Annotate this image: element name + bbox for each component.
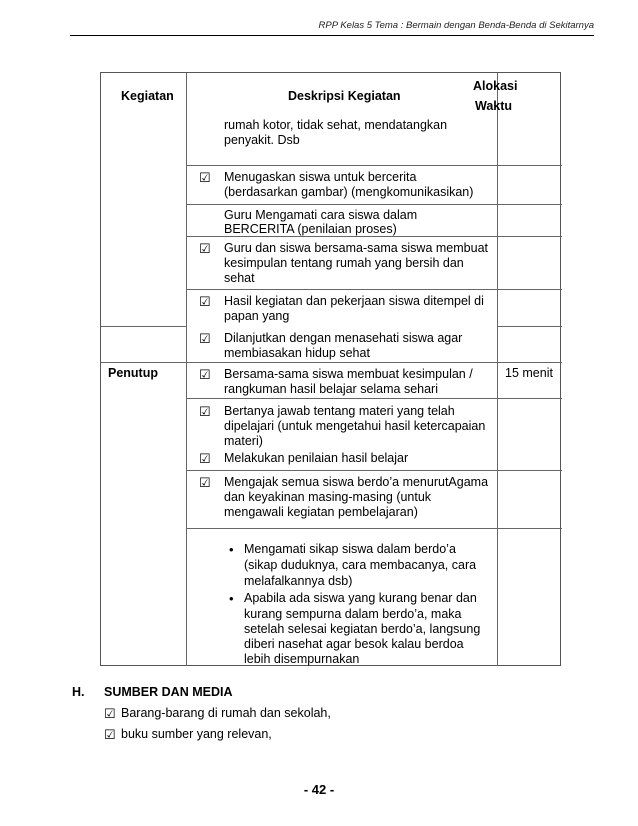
- row-text: (berdasarkan gambar) (mengkomunikasikan): [224, 185, 474, 199]
- row-divider: [101, 362, 562, 363]
- row-text: Menugaskan siswa untuk bercerita: [224, 170, 417, 184]
- row-text: kurang sempurna dalam berdo’a, maka: [244, 607, 462, 621]
- checkbox-icon: ☑: [199, 331, 211, 346]
- checkbox-icon: ☑: [104, 727, 116, 742]
- header-alokasi: Alokasi: [473, 79, 518, 93]
- row-divider: [186, 398, 562, 399]
- list-item: buku sumber yang relevan,: [121, 727, 272, 741]
- section-title: SUMBER DAN MEDIA: [104, 685, 233, 699]
- row-text: kesimpulan tentang rumah yang bersih dan: [224, 256, 464, 270]
- row-text: materi): [224, 434, 263, 448]
- header-waktu: Waktu: [475, 99, 513, 113]
- row-divider: [101, 326, 186, 327]
- row-text: rumah kotor, tidak sehat, mendatangkan: [224, 118, 448, 132]
- bullet-icon: •: [229, 591, 234, 606]
- row-text: sehat: [224, 271, 255, 285]
- checkbox-icon: ☑: [199, 367, 211, 382]
- row-text: Bersama-sama siswa membuat kesimpulan /: [224, 367, 473, 381]
- row-text: (sikap duduknya, cara membacanya, cara: [244, 558, 477, 572]
- col-divider-2: [497, 73, 498, 666]
- row-divider: [186, 289, 562, 290]
- row-divider: [186, 528, 562, 529]
- bullet-icon: •: [229, 542, 234, 557]
- list-item: Barang-barang di rumah dan sekolah,: [121, 706, 331, 720]
- checkbox-icon: ☑: [199, 294, 211, 309]
- row-text: lebih disempurnakan: [244, 652, 360, 666]
- row-text: Mengamati sikap siswa dalam berdo’a: [244, 542, 456, 556]
- row-text: mengawali kegiatan pembelajaran): [224, 505, 418, 519]
- row-divider: [186, 470, 562, 471]
- row-divider: [186, 165, 562, 166]
- row-divider: [497, 326, 562, 327]
- row-text: rangkuman hasil belajar selama sehari: [224, 382, 439, 396]
- header-rule: [70, 35, 594, 36]
- header-deskripsi: Deskripsi Kegiatan: [288, 89, 401, 103]
- checkbox-icon: ☑: [199, 475, 211, 490]
- activity-table: [100, 72, 561, 666]
- row-text: penyakit. Dsb: [224, 133, 300, 147]
- checkbox-icon: ☑: [199, 404, 211, 419]
- page-number: - 42 -: [303, 782, 335, 797]
- row-text: diberi nasehat agar besok kalau berdoa: [244, 637, 464, 651]
- checkbox-icon: ☑: [104, 706, 116, 721]
- row-text: Dilanjutkan dengan menasehati siswa agar: [224, 331, 463, 345]
- row-text: dan keyakinan masing-masing (untuk: [224, 490, 432, 504]
- row-text: dipelajari (untuk mengetahui hasil ketercapaian: [224, 419, 486, 433]
- kegiatan-penutup: Penutup: [108, 366, 158, 380]
- alokasi-waktu: 15 menit: [505, 366, 553, 380]
- col-divider-1: [186, 73, 187, 666]
- row-text: Guru Mengamati cara siswa dalam: [224, 208, 418, 222]
- row-text: papan yang: [224, 309, 290, 323]
- row-text: Hasil kegiatan dan pekerjaan siswa ditempel di: [224, 294, 484, 308]
- row-text: Mengajak semua siswa berdo’a menurutAgama: [224, 475, 489, 489]
- row-text: membiasakan hidup sehat: [224, 346, 370, 360]
- row-text: BERCERITA (penilaian proses): [224, 222, 397, 236]
- row-text: Apabila ada siswa yang kurang benar dan: [244, 591, 477, 605]
- header-kegiatan: Kegiatan: [121, 89, 174, 103]
- row-text: Guru dan siswa bersama-sama siswa membuat: [224, 241, 488, 255]
- checkbox-icon: ☑: [199, 451, 211, 466]
- row-text: Bertanya jawab tentang materi yang telah: [224, 404, 455, 418]
- row-text: setelah selesai kegiatan berdo’a, langsung: [244, 622, 481, 636]
- checkbox-icon: ☑: [199, 170, 211, 185]
- row-divider: [186, 204, 562, 205]
- row-text: Melakukan penilaian hasil belajar: [224, 451, 409, 465]
- checkbox-icon: ☑: [199, 241, 211, 256]
- section-label: H.: [72, 685, 85, 699]
- row-text: melafalkannya dsb): [244, 574, 353, 588]
- running-header: RPP Kelas 5 Tema : Bermain dengan Benda-Benda di Sekitarnya: [318, 20, 594, 31]
